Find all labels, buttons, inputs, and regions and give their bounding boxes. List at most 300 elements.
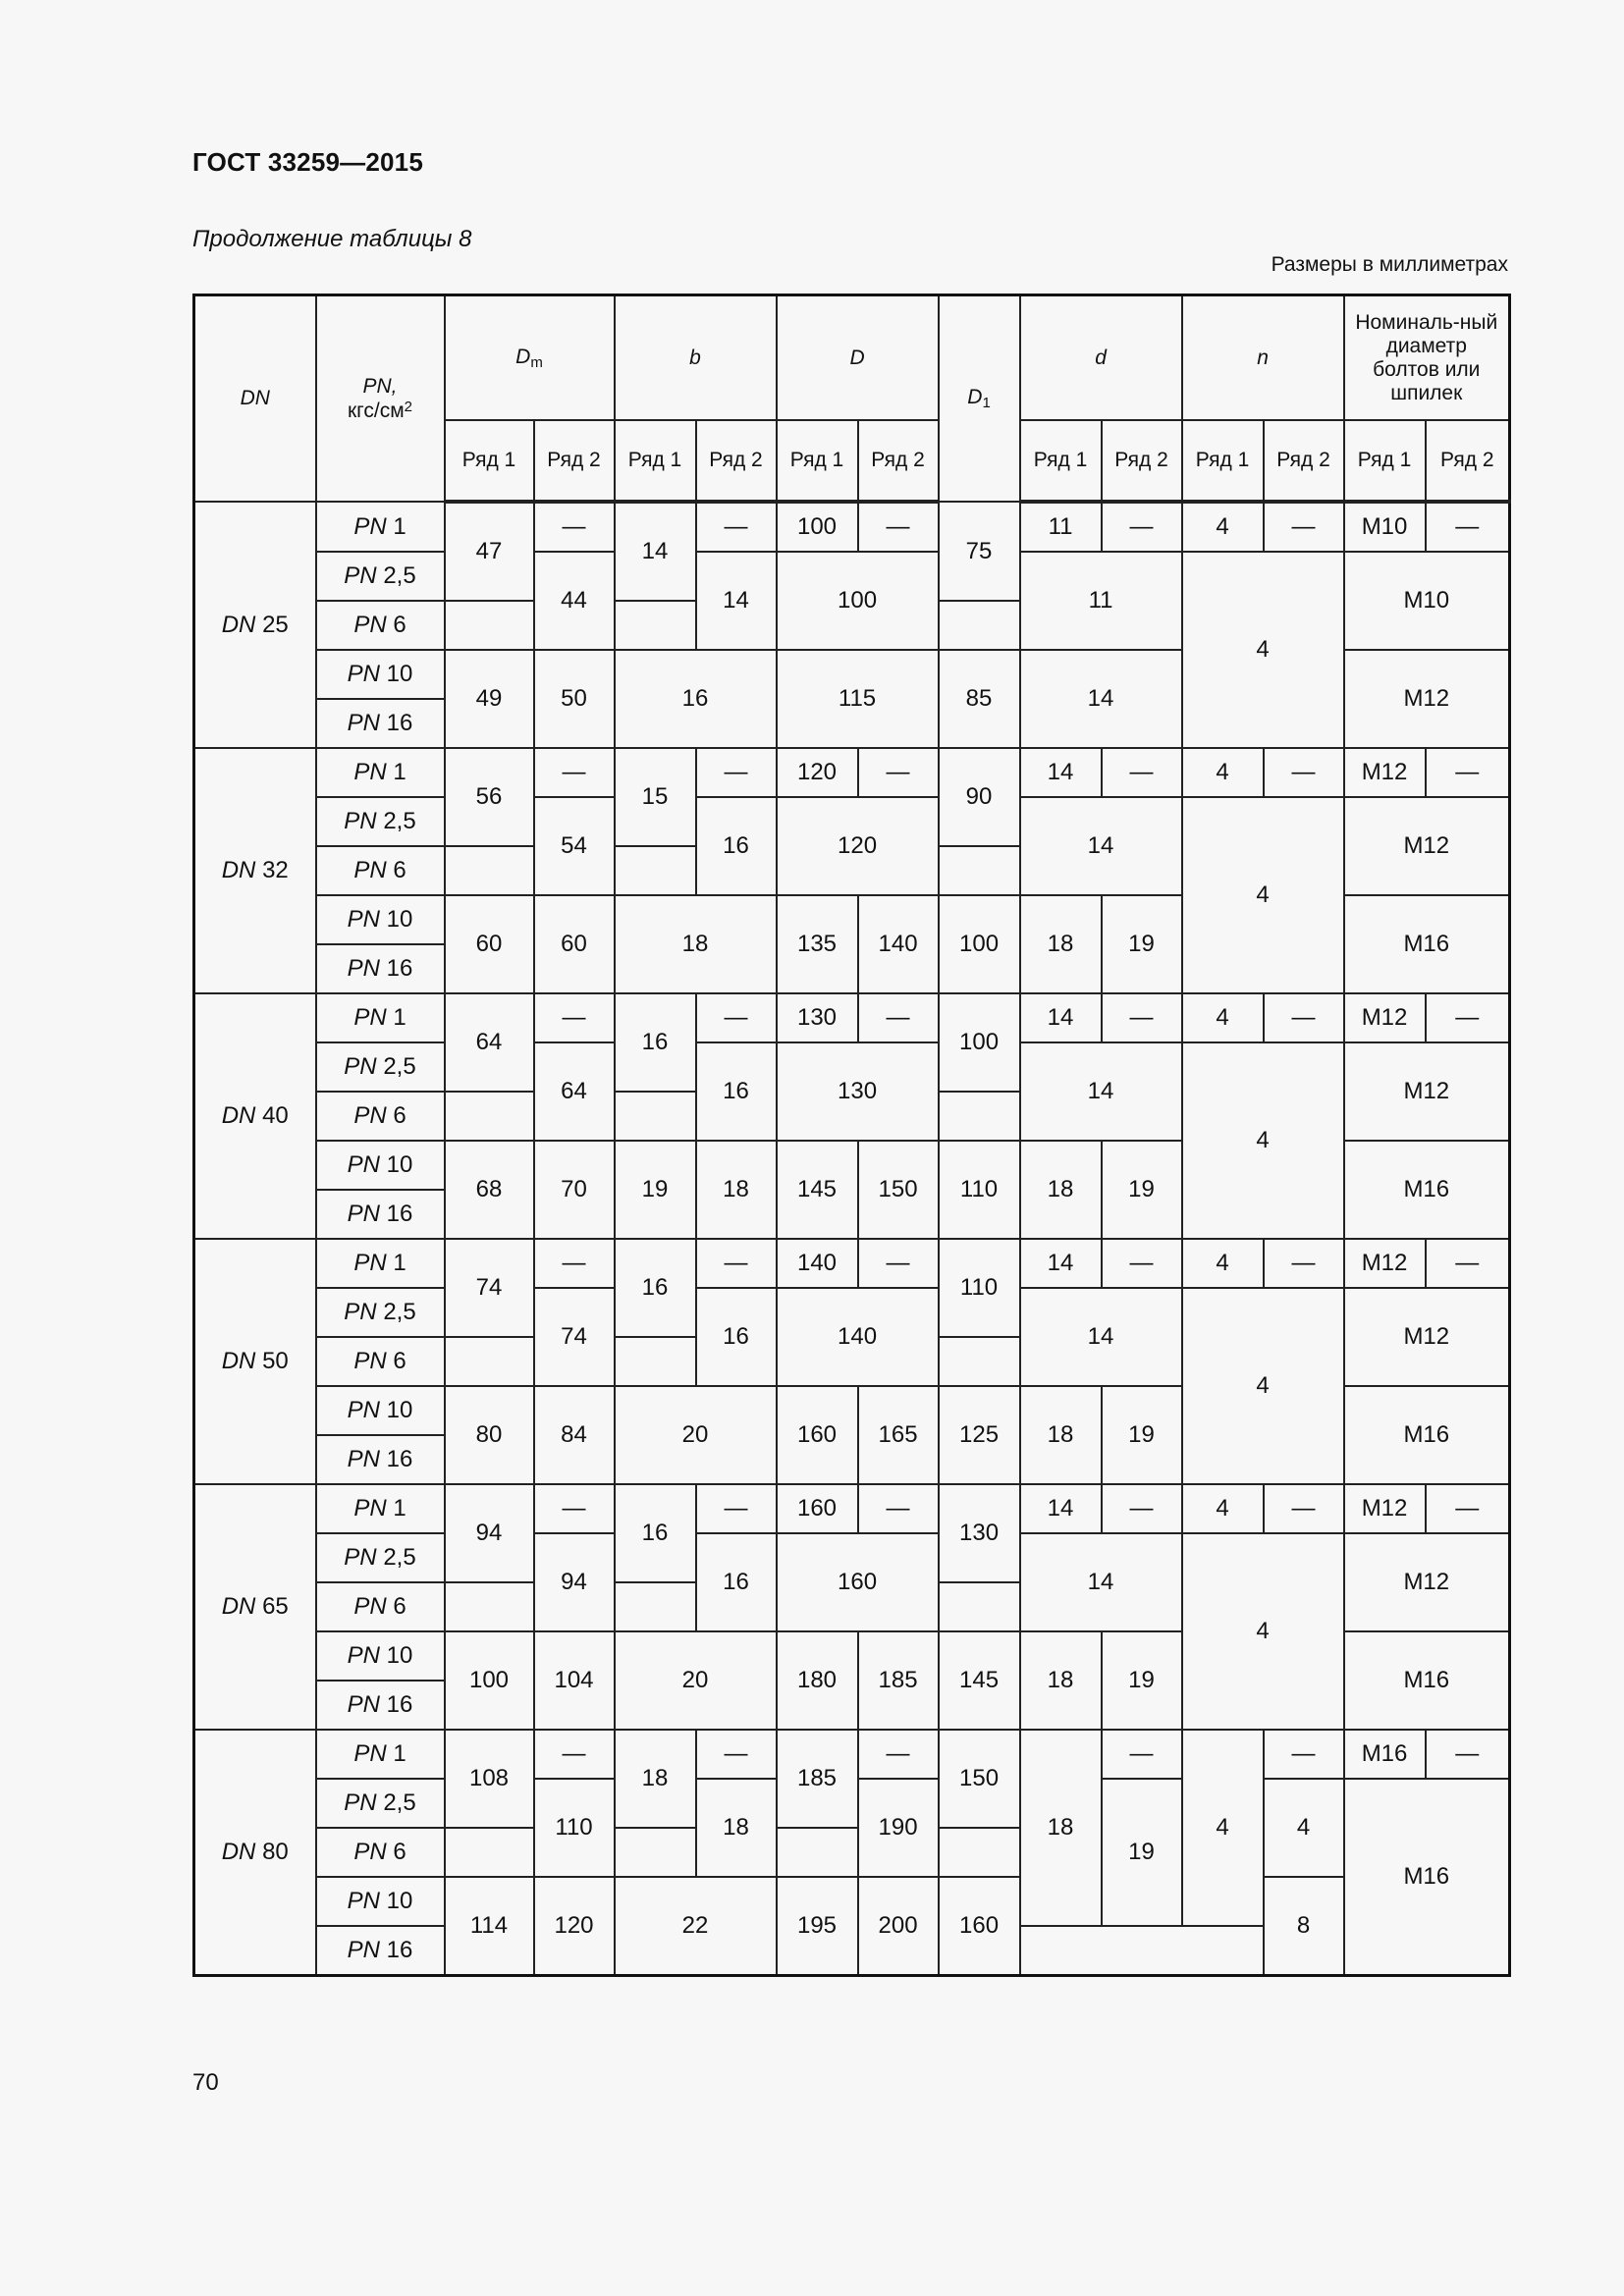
pn-prefix: PN: [353, 1004, 387, 1031]
table-cell: M16: [1344, 895, 1510, 993]
header-series-1: Ряд 1: [777, 420, 858, 502]
table-cell: 185: [858, 1631, 939, 1730]
table-cell: —: [1102, 748, 1182, 797]
table-row: [194, 1484, 1510, 1533]
table-cell: 18: [1020, 1631, 1102, 1730]
table-cell: M16: [1344, 1141, 1510, 1239]
dn-prefix: DN: [221, 1102, 256, 1129]
table-cell: 19: [615, 1141, 696, 1239]
pn-value: 2,5: [383, 562, 416, 589]
pn-prefix: PN: [347, 955, 380, 982]
header-series-2: Ряд 2: [696, 420, 777, 502]
table-cell: —: [1426, 993, 1510, 1042]
pn-value: 1: [393, 1740, 406, 1767]
pn-cell: [316, 993, 445, 1042]
header-series-1: Ряд 1: [1020, 420, 1102, 502]
table-cell: M12: [1344, 1239, 1426, 1288]
pn-cell: [316, 944, 445, 993]
pn-value: 6: [393, 612, 406, 638]
flange-dimensions-table: [192, 294, 1511, 1977]
table-cell: 47: [445, 502, 534, 601]
header-series-2: Ряд 2: [858, 420, 939, 502]
table-cell: 14: [1020, 650, 1182, 748]
table-cell: 195: [777, 1877, 858, 1976]
pn-prefix: PN: [347, 1691, 380, 1718]
table-cell: 14: [696, 552, 777, 650]
table-cell: 94: [445, 1484, 534, 1582]
table-cell: 4: [1182, 502, 1264, 552]
table-cell: 120: [534, 1877, 615, 1976]
pn-prefix: PN: [347, 1397, 380, 1423]
pn-prefix: PN: [353, 512, 387, 540]
pn-cell: [316, 1288, 445, 1337]
table-continuation-caption: Продолжение таблицы 8: [192, 226, 472, 252]
table-cell: 185: [777, 1730, 858, 1828]
pn-value: 1: [393, 1004, 406, 1031]
table-cell: 19: [1102, 1386, 1182, 1484]
table-cell: 60: [445, 895, 534, 993]
table-cell: —: [1102, 1239, 1182, 1288]
table-cell: 85: [939, 650, 1020, 748]
table-cell: 14: [1020, 1042, 1182, 1141]
table-cell: M16: [1344, 1631, 1510, 1730]
table-cell: 125: [939, 1386, 1020, 1484]
dn-prefix: DN: [221, 1348, 256, 1374]
table-cell: —: [1426, 1239, 1510, 1288]
header-series-2: Ряд 2: [1264, 420, 1344, 502]
table-cell: 18: [1020, 1730, 1102, 1926]
table-cell: 135: [777, 895, 858, 993]
pn-value: 10: [386, 906, 413, 933]
pn-cell: [316, 1386, 445, 1435]
table-cell: —: [1264, 1484, 1344, 1533]
table-row: [194, 797, 1510, 846]
table-cell: 14: [1020, 993, 1102, 1042]
table-cell: 19: [1102, 895, 1182, 993]
table-cell: 140: [858, 895, 939, 993]
table-cell: M10: [1344, 502, 1426, 552]
table-cell: 160: [777, 1484, 858, 1533]
table-cell: 4: [1182, 1239, 1264, 1288]
table-cell: 140: [777, 1239, 858, 1288]
pn-value: 2,5: [383, 1299, 416, 1325]
table-cell: 14: [1020, 1484, 1102, 1533]
table-cell: —: [696, 1239, 777, 1288]
pn-value: 16: [386, 710, 413, 736]
pn-value: 6: [393, 1593, 406, 1620]
dn-value: 40: [262, 1102, 289, 1129]
pn-prefix: PN: [347, 1151, 380, 1178]
pn-cell: [316, 1631, 445, 1681]
table-cell: —: [858, 502, 939, 552]
table-cell: —: [1102, 993, 1182, 1042]
pn-cell: [316, 1730, 445, 1779]
table-cell: 18: [1020, 895, 1102, 993]
pn-prefix: PN: [344, 1299, 377, 1325]
table-cell: 4: [1182, 1042, 1344, 1239]
table-row: [194, 502, 1510, 552]
table-cell: —: [696, 748, 777, 797]
table-cell: 49: [445, 650, 534, 748]
table-cell: 100: [777, 552, 939, 650]
pn-value: 10: [386, 1397, 413, 1423]
table-cell: 4: [1182, 748, 1264, 797]
pn-value: 16: [386, 1446, 413, 1472]
pn-cell: [316, 650, 445, 699]
table-cell: —: [696, 502, 777, 552]
table-cell: 84: [534, 1386, 615, 1484]
pn-cell: [316, 1239, 445, 1288]
pn-cell: [316, 1190, 445, 1239]
table-cell: 14: [615, 502, 696, 601]
pn-value: 10: [386, 1642, 413, 1669]
table-cell: —: [1102, 502, 1182, 552]
table-cell: —: [1426, 1484, 1510, 1533]
table-cell: 165: [858, 1386, 939, 1484]
table-cell: 4: [1182, 552, 1344, 748]
table-cell: —: [858, 1484, 939, 1533]
pn-prefix: PN: [344, 1544, 377, 1571]
units-note: Размеры в миллиметрах: [1271, 253, 1508, 276]
pn-cell: [316, 1092, 445, 1141]
table-cell: 145: [777, 1141, 858, 1239]
pn-cell: [316, 1877, 445, 1926]
table-row: [194, 1288, 1510, 1337]
table-cell: —: [1264, 1239, 1344, 1288]
table-cell: 145: [939, 1631, 1020, 1730]
table-cell: —: [696, 1730, 777, 1779]
table-cell: 140: [777, 1288, 939, 1386]
pn-cell: [316, 1779, 445, 1828]
table-cell: 110: [534, 1779, 615, 1877]
table-cell: —: [534, 993, 615, 1042]
pn-cell: [316, 748, 445, 797]
header-dn: DN: [194, 295, 316, 503]
dn-prefix: DN: [221, 857, 256, 883]
table-cell: 94: [534, 1533, 615, 1631]
table-cell: 44: [534, 552, 615, 650]
table-cell: —: [534, 1484, 615, 1533]
table-cell: 68: [445, 1141, 534, 1239]
pn-prefix: PN: [353, 1740, 387, 1767]
pn-prefix: PN: [347, 1446, 380, 1472]
table-cell: 180: [777, 1631, 858, 1730]
table-cell: 100: [939, 895, 1020, 993]
pn-cell: [316, 797, 445, 846]
table-cell: M12: [1344, 650, 1510, 748]
pn-value: 2,5: [383, 1544, 416, 1571]
dn-value: 32: [262, 857, 289, 883]
table-cell: —: [858, 993, 939, 1042]
table-cell: 150: [939, 1730, 1020, 1828]
dn-value: 50: [262, 1348, 289, 1374]
table-cell: 4: [1182, 1533, 1344, 1730]
pn-value: 2,5: [383, 1789, 416, 1816]
table-body: [194, 502, 1510, 1976]
table-cell: 16: [615, 993, 696, 1092]
header-series-1: Ряд 1: [1344, 420, 1426, 502]
dn-cell: [194, 748, 316, 993]
pn-value: 1: [393, 1495, 406, 1522]
table-row: [194, 748, 1510, 797]
header-pn: PN, кгс/$см^2$: [316, 295, 445, 503]
table-cell: 56: [445, 748, 534, 846]
header-n: n: [1182, 295, 1344, 421]
pn-prefix: PN: [344, 1053, 377, 1080]
document-title: ГОСТ 33259—2015: [192, 147, 423, 177]
pn-value: 6: [393, 1348, 406, 1374]
table-cell: 90: [939, 748, 1020, 846]
table-cell: 16: [696, 1288, 777, 1386]
table-cell: —: [1102, 1484, 1182, 1533]
table-cell: 14: [1020, 797, 1182, 895]
header-series-1: Ряд 1: [1182, 420, 1264, 502]
table-cell: 150: [858, 1141, 939, 1239]
dn-cell: [194, 502, 316, 748]
table-cell: M16: [1344, 1779, 1510, 1976]
pn-cell: [316, 1533, 445, 1582]
table-cell: 4: [1182, 1730, 1264, 1926]
table-cell: 16: [615, 1484, 696, 1582]
table-cell: 4: [1182, 1288, 1344, 1484]
table-cell: M12: [1344, 1288, 1510, 1386]
pn-prefix: PN: [353, 612, 387, 638]
pn-value: 2,5: [383, 1053, 416, 1080]
table-cell: 130: [939, 1484, 1020, 1582]
pn-prefix: PN: [353, 759, 387, 785]
dn-cell: [194, 993, 316, 1239]
table-cell: M16: [1344, 1730, 1426, 1779]
pn-prefix: PN: [344, 562, 377, 589]
table-cell: 160: [939, 1877, 1020, 1976]
pn-prefix: PN: [353, 1495, 387, 1522]
table-cell: 100: [777, 502, 858, 552]
pn-value: 6: [393, 1839, 406, 1865]
table-cell: 190: [858, 1779, 939, 1877]
pn-prefix: PN: [353, 1250, 387, 1276]
table-cell: 100: [939, 993, 1020, 1092]
table-cell: 4: [1182, 993, 1264, 1042]
pn-prefix: PN: [347, 906, 380, 933]
table-cell: 20: [615, 1631, 777, 1730]
table-cell: 200: [858, 1877, 939, 1976]
table-cell: 160: [777, 1386, 858, 1484]
dn-value: 25: [262, 611, 289, 638]
table-cell: M12: [1344, 797, 1510, 895]
table-cell: —: [1264, 993, 1344, 1042]
table-row: [194, 552, 1510, 601]
pn-prefix: PN: [353, 1839, 387, 1865]
dn-prefix: DN: [221, 611, 256, 638]
pn-prefix: PN: [353, 857, 387, 883]
table-cell: —: [534, 748, 615, 797]
table-cell: 18: [1020, 1141, 1102, 1239]
pn-cell: [316, 1042, 445, 1092]
table-cell: —: [1264, 502, 1344, 552]
table-cell: 14: [1020, 1239, 1102, 1288]
table-cell: 4: [1182, 797, 1344, 993]
table-cell: 16: [615, 650, 777, 748]
header-bolt-diameter: Номиналь-ный диаметр болтов или шпилек: [1344, 295, 1510, 421]
pn-cell: [316, 1435, 445, 1484]
pn-cell: [316, 1141, 445, 1190]
table-cell: 80: [445, 1386, 534, 1484]
table-cell: —: [696, 993, 777, 1042]
table-cell: 14: [1020, 1533, 1182, 1631]
pn-value: 6: [393, 857, 406, 883]
table-cell: 8: [1264, 1877, 1344, 1976]
pn-value: 16: [386, 955, 413, 982]
pn-prefix: PN: [347, 1888, 380, 1914]
table-cell: —: [534, 1730, 615, 1779]
pn-prefix: PN: [347, 1937, 380, 1963]
table-cell: 74: [534, 1288, 615, 1386]
pn-cell: [316, 699, 445, 748]
table-row: [194, 1877, 1510, 1926]
table-cell: 108: [445, 1730, 534, 1828]
pn-prefix: PN: [344, 808, 377, 834]
pn-prefix: PN: [347, 1201, 380, 1227]
table-cell: 14: [1020, 1288, 1182, 1386]
table-cell: 16: [696, 797, 777, 895]
table-cell: 120: [777, 748, 858, 797]
table-cell: —: [1264, 1730, 1344, 1779]
pn-cell: [316, 502, 445, 552]
pn-value: 16: [386, 1691, 413, 1718]
dn-value: 80: [262, 1839, 289, 1865]
table-cell: 20: [615, 1386, 777, 1484]
header-d-outer: D: [777, 295, 939, 421]
page-number: 70: [192, 2069, 219, 2096]
table-cell: 16: [696, 1533, 777, 1631]
table-cell: 130: [777, 993, 858, 1042]
table-cell: M12: [1344, 748, 1426, 797]
table-row: [194, 993, 1510, 1042]
table-cell: 50: [534, 650, 615, 748]
table-cell: M16: [1344, 1386, 1510, 1484]
pn-value: 10: [386, 1151, 413, 1178]
table-cell: —: [696, 1484, 777, 1533]
pn-cell: [316, 1582, 445, 1631]
pn-cell: [316, 1337, 445, 1386]
table-cell: —: [1426, 1730, 1510, 1779]
table-cell: M10: [1344, 552, 1510, 650]
table-row: [194, 1239, 1510, 1288]
header-b: b: [615, 295, 777, 421]
table-cell: 114: [445, 1877, 534, 1976]
pn-value: 16: [386, 1937, 413, 1963]
pn-value: 1: [393, 512, 406, 540]
table-cell: 130: [777, 1042, 939, 1141]
table-row: [194, 1533, 1510, 1582]
table-cell: 19: [1102, 1631, 1182, 1730]
table-cell: 22: [615, 1877, 777, 1976]
table-cell: —: [1264, 748, 1344, 797]
table-cell: 160: [777, 1533, 939, 1631]
pn-cell: [316, 552, 445, 601]
table-row: [194, 1042, 1510, 1092]
table-cell: M12: [1344, 1042, 1510, 1141]
table-cell: 60: [534, 895, 615, 993]
dn-cell: [194, 1484, 316, 1730]
table-cell: 115: [777, 650, 939, 748]
table-cell: 54: [534, 797, 615, 895]
pn-prefix: PN: [353, 1102, 387, 1129]
table-cell: 16: [696, 1042, 777, 1141]
header-row-main: [194, 295, 1510, 421]
table-cell: M12: [1344, 1533, 1510, 1631]
table-cell: M12: [1344, 993, 1426, 1042]
header-series-2: Ряд 2: [534, 420, 615, 502]
pn-value: 1: [393, 759, 406, 785]
table-cell: 19: [1102, 1141, 1182, 1239]
table-cell: —: [1426, 502, 1510, 552]
header-d-hole: d: [1020, 295, 1182, 421]
pn-value: 10: [386, 1888, 413, 1914]
table-cell: 11: [1020, 502, 1102, 552]
table-cell: 104: [534, 1631, 615, 1730]
pn-cell: [316, 846, 445, 895]
pn-value: 1: [393, 1250, 406, 1276]
table-cell: 64: [445, 993, 534, 1092]
header-series-1: Ряд 1: [445, 420, 534, 502]
pn-cell: [316, 895, 445, 944]
table-cell: —: [534, 1239, 615, 1288]
table-cell: —: [1426, 748, 1510, 797]
table-cell: 18: [696, 1141, 777, 1239]
table-cell: 4: [1264, 1779, 1344, 1877]
table-cell: 18: [615, 895, 777, 993]
dn-value: 65: [262, 1593, 289, 1620]
pn-prefix: PN: [344, 1789, 377, 1816]
dn-prefix: DN: [221, 1839, 256, 1865]
pn-prefix: PN: [353, 1348, 387, 1374]
dn-cell: [194, 1730, 316, 1976]
table-cell: 100: [445, 1631, 534, 1730]
header-series-2: Ряд 2: [1102, 420, 1182, 502]
table-cell: 15: [615, 748, 696, 846]
table-cell: 11: [1020, 552, 1182, 650]
table-cell: 110: [939, 1141, 1020, 1239]
table-cell: —: [858, 1239, 939, 1288]
header-series-1: Ряд 1: [615, 420, 696, 502]
pn-prefix: PN: [347, 1642, 380, 1669]
table-cell: —: [1102, 1730, 1182, 1779]
pn-cell: [316, 1926, 445, 1976]
table-cell: —: [534, 502, 615, 552]
pn-prefix: PN: [347, 710, 380, 736]
table-cell: 70: [534, 1141, 615, 1239]
table-cell: 16: [615, 1239, 696, 1337]
pn-value: 6: [393, 1102, 406, 1129]
table-cell: M12: [1344, 1484, 1426, 1533]
pn-value: 2,5: [383, 808, 416, 834]
table-cell: 18: [1020, 1386, 1102, 1484]
table-cell: 64: [534, 1042, 615, 1141]
dn-cell: [194, 1239, 316, 1484]
table-cell: 18: [615, 1730, 696, 1828]
table-cell: 120: [777, 797, 939, 895]
header-dm: $D_m$: [445, 295, 615, 421]
dn-prefix: DN: [221, 1593, 256, 1620]
pn-value: 16: [386, 1201, 413, 1227]
pn-cell: [316, 601, 445, 650]
table-cell: 18: [696, 1779, 777, 1877]
pn-prefix: PN: [353, 1593, 387, 1620]
pn-cell: [316, 1681, 445, 1730]
pn-cell: [316, 1828, 445, 1877]
table-cell: —: [858, 1730, 939, 1779]
